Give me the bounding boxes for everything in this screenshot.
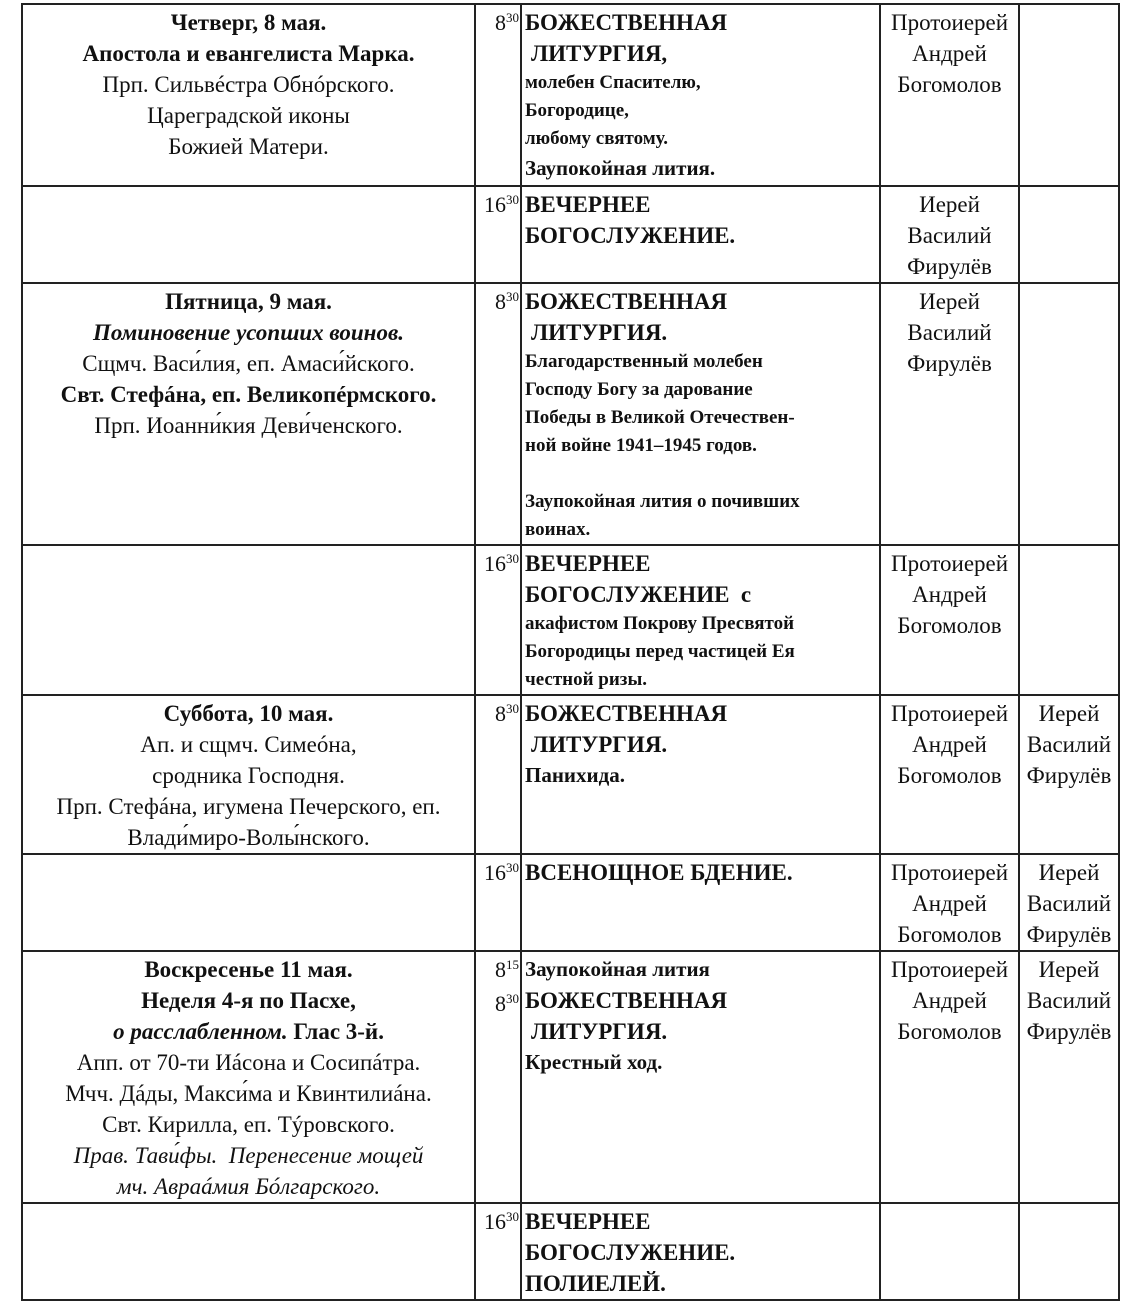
priest-surname: Фирулёв: [1026, 763, 1112, 788]
service-detail: Богородице,: [525, 100, 629, 121]
schedule-row: [22, 283, 1119, 545]
priest-rank: Иерей: [919, 289, 980, 314]
schedule-row: [22, 186, 1119, 283]
priest-surname: Фирулёв: [1026, 1019, 1112, 1044]
saint-line: Свт. Кирилла, еп. Тýровского.: [102, 1112, 395, 1137]
saint-line: Влади́миро-Волы́нского.: [127, 825, 370, 850]
priest-surname: Богомолов: [897, 922, 1002, 947]
priest-surname: Фирулёв: [1026, 922, 1112, 947]
day-cell: [22, 695, 475, 854]
service-detail: любому святому.: [525, 128, 668, 149]
priest-surname: Фирулёв: [907, 351, 992, 376]
priest-rank: Протоиерей: [890, 551, 1009, 576]
time-minutes: 30: [506, 701, 519, 716]
service-detail: воинах.: [525, 519, 591, 540]
service-cell: [521, 695, 880, 854]
service-cell: [521, 1203, 880, 1300]
priest-name: Андрей: [912, 41, 987, 66]
service-detail: акафистом Покрову Пресвятой: [525, 613, 795, 634]
day-cell: [22, 854, 475, 951]
time-minutes: 30: [506, 10, 519, 25]
time-cell: [475, 1203, 521, 1300]
priest-surname: Фирулёв: [907, 254, 992, 279]
time-minutes: 30: [506, 551, 519, 566]
priest-rank: Иерей: [919, 192, 980, 217]
time-hour: 8: [495, 957, 506, 982]
day-cell: [22, 283, 475, 545]
service-cell: [521, 951, 880, 1203]
schedule-row: [22, 854, 1119, 951]
day-date: Воскресенье 11 мая.: [144, 957, 353, 982]
saint-line: Ап. и сщмч. Симеóна,: [140, 732, 357, 757]
priest2-cell: [1019, 545, 1119, 695]
saint-line: Свт. Стефáна, еп. Великопéрмского.: [60, 382, 437, 407]
service-detail: ной войне 1941–1945 годов.: [525, 435, 757, 456]
service-cell: [521, 283, 880, 545]
priest-name: Василий: [1026, 732, 1112, 757]
service-title: ВЕЧЕРНЕЕ: [525, 1209, 651, 1234]
saint-line: Божией Матери.: [168, 134, 329, 159]
schedule-row: [22, 695, 1119, 854]
saint-line: сродника Господня.: [152, 763, 345, 788]
priest2-cell: [1019, 951, 1119, 1203]
priest-rank: Протоиерей: [890, 10, 1009, 35]
saint-line: Апп. от 70-ти Иáсона и Сосипáтра.: [76, 1050, 421, 1075]
feast-title: Апостола и евангелиста Марка.: [82, 41, 415, 66]
service-title: БОЖЕСТВЕННАЯ: [525, 289, 728, 314]
priest-name: Василий: [907, 320, 992, 345]
feast-subtitle: о расслабленном.: [113, 1019, 288, 1044]
priest-surname: Богомолов: [897, 613, 1002, 638]
priest-name: Андрей: [912, 988, 987, 1013]
service-title: ПОЛИЕЛЕЙ.: [525, 1271, 666, 1296]
time-cell: [475, 951, 521, 1203]
time-minutes: 30: [506, 991, 519, 1006]
time-minutes: 30: [506, 1209, 519, 1224]
saint-line: мч. Авраáмия Бóлгарского.: [116, 1174, 381, 1199]
service-title: ЛИТУРГИЯ.: [531, 732, 668, 757]
saint-line: Сщмч. Васи́лия, еп. Амаси́йского.: [82, 351, 415, 376]
time-hour: 16: [484, 551, 506, 576]
priest-surname: Богомолов: [897, 763, 1002, 788]
schedule-table: [21, 3, 1120, 1301]
time-cell: [475, 854, 521, 951]
feast-title: [23, 1016, 474, 1047]
service-detail: Благодарственный молебен: [525, 351, 763, 372]
service-cell: [521, 854, 880, 951]
day-date: Пятница, 9 мая.: [165, 289, 332, 314]
service-title: ЛИТУРГИЯ.: [531, 1019, 668, 1044]
service-title: ВЕЧЕРНЕЕ: [525, 192, 651, 217]
priest-surname: Богомолов: [897, 1019, 1002, 1044]
schedule-row: [22, 951, 1119, 1203]
time-hour: 16: [484, 860, 506, 885]
service-detail: Панихида.: [525, 763, 626, 787]
day-cell: [22, 186, 475, 283]
priest2-cell: [1019, 186, 1119, 283]
time-hour: 8: [495, 10, 506, 35]
feast-title: Поминовение усопших воинов.: [93, 320, 404, 345]
service-detail: честной ризы.: [525, 669, 648, 690]
service-title: ВЕЧЕРНЕЕ: [525, 551, 651, 576]
priest-rank: Протоиерей: [890, 860, 1009, 885]
priest-rank: Иерей: [1038, 860, 1100, 885]
priest2-cell: [1019, 283, 1119, 545]
service-detail: Господу Богу за дарование: [525, 379, 753, 400]
day-date: Суббота, 10 мая.: [163, 701, 334, 726]
service-title: БОГОСЛУЖЕНИЕ.: [525, 223, 736, 248]
schedule-row: [22, 4, 1119, 186]
day-cell: [22, 1203, 475, 1300]
priest2-cell: [1019, 4, 1119, 186]
service-cell: [521, 186, 880, 283]
schedule-row: [22, 545, 1119, 695]
priest-cell: [880, 951, 1019, 1203]
day-date: Четверг, 8 мая.: [170, 10, 327, 35]
priest-name: Андрей: [912, 582, 987, 607]
saint-line: Прп. Стефáна, игумена Печерского, еп.: [56, 794, 441, 819]
service-title: ЛИТУРГИЯ.: [531, 320, 668, 345]
time-cell: [475, 695, 521, 854]
priest-cell: [880, 186, 1019, 283]
service-title: БОГОСЛУЖЕНИЕ.: [525, 1240, 736, 1265]
saint-line: Цареградской иконы: [147, 103, 350, 128]
priest-name: Василий: [1026, 988, 1112, 1013]
priest-name: Василий: [1026, 891, 1112, 916]
time-cell: [475, 283, 521, 545]
priest2-cell: [1019, 1203, 1119, 1300]
priest-cell: [880, 1203, 1019, 1300]
priest-rank: Протоиерей: [890, 701, 1009, 726]
time-hour: 16: [484, 1209, 506, 1234]
priest-name: Андрей: [912, 891, 987, 916]
priest-name: Василий: [907, 223, 992, 248]
service-detail: Крестный ход.: [525, 1050, 663, 1074]
priest-name: Андрей: [912, 732, 987, 757]
service-cell: [521, 545, 880, 695]
service-detail: Заупокойная лития о почивших: [525, 491, 800, 512]
time-hour: 16: [484, 192, 506, 217]
priest-surname: Богомолов: [897, 72, 1002, 97]
time-cell: [475, 186, 521, 283]
priest2-cell: [1019, 854, 1119, 951]
saint-line: Прав. Тави́фы. Перенесение мощей: [73, 1143, 424, 1168]
time-minutes: 30: [506, 289, 519, 304]
service-detail: Заупокойная лития.: [525, 156, 716, 180]
priest-rank: Иерей: [1038, 957, 1100, 982]
service-title: БОГОСЛУЖЕНИЕ с: [525, 582, 752, 607]
priest-cell: [880, 854, 1019, 951]
service-detail: молебен Спасителю,: [525, 72, 701, 93]
time-minutes: 30: [506, 860, 519, 875]
service-title: БОЖЕСТВЕННАЯ: [525, 701, 728, 726]
priest-cell: [880, 4, 1019, 186]
service-title: БОЖЕСТВЕННАЯ: [525, 988, 728, 1013]
day-cell: [22, 545, 475, 695]
service-detail: Победы в Великой Отечествен-: [525, 407, 795, 428]
feast-title: Неделя 4-я по Пасхе,: [141, 988, 356, 1013]
saint-line: Мчч. Дáды, Макси́ма и Квинтилиáна.: [65, 1081, 432, 1106]
saint-line: Прп. Иоанни́кия Деви́ченского.: [94, 413, 403, 438]
service-detail: Заупокойная лития: [525, 957, 710, 981]
service-detail: Богородицы перед частицей Ея: [525, 641, 795, 662]
priest-cell: [880, 283, 1019, 545]
schedule-row: [22, 1203, 1119, 1300]
time-cell: [475, 545, 521, 695]
day-cell: [22, 951, 475, 1203]
priest-rank: Протоиерей: [890, 957, 1009, 982]
saint-line: Прп. Сильвéстра Обнóрского.: [102, 72, 395, 97]
priest-cell: [880, 545, 1019, 695]
service-cell: [521, 4, 880, 186]
time-hour: 8: [495, 289, 506, 314]
time-minutes: 30: [506, 192, 519, 207]
service-title: ВСЕНОЩНОЕ БДЕНИЕ.: [525, 860, 793, 885]
priest-cell: [880, 695, 1019, 854]
tone-label: Глас 3-й.: [287, 1019, 384, 1044]
service-title: БОЖЕСТВЕННАЯ: [525, 10, 728, 35]
time-minutes: 15: [506, 957, 519, 972]
priest-rank: Иерей: [1038, 701, 1100, 726]
time-hour: 8: [495, 701, 506, 726]
priest2-cell: [1019, 695, 1119, 854]
service-title: ЛИТУРГИЯ,: [531, 41, 668, 66]
time-cell: [475, 4, 521, 186]
day-cell: [22, 4, 475, 186]
time-hour: 8: [495, 991, 506, 1016]
